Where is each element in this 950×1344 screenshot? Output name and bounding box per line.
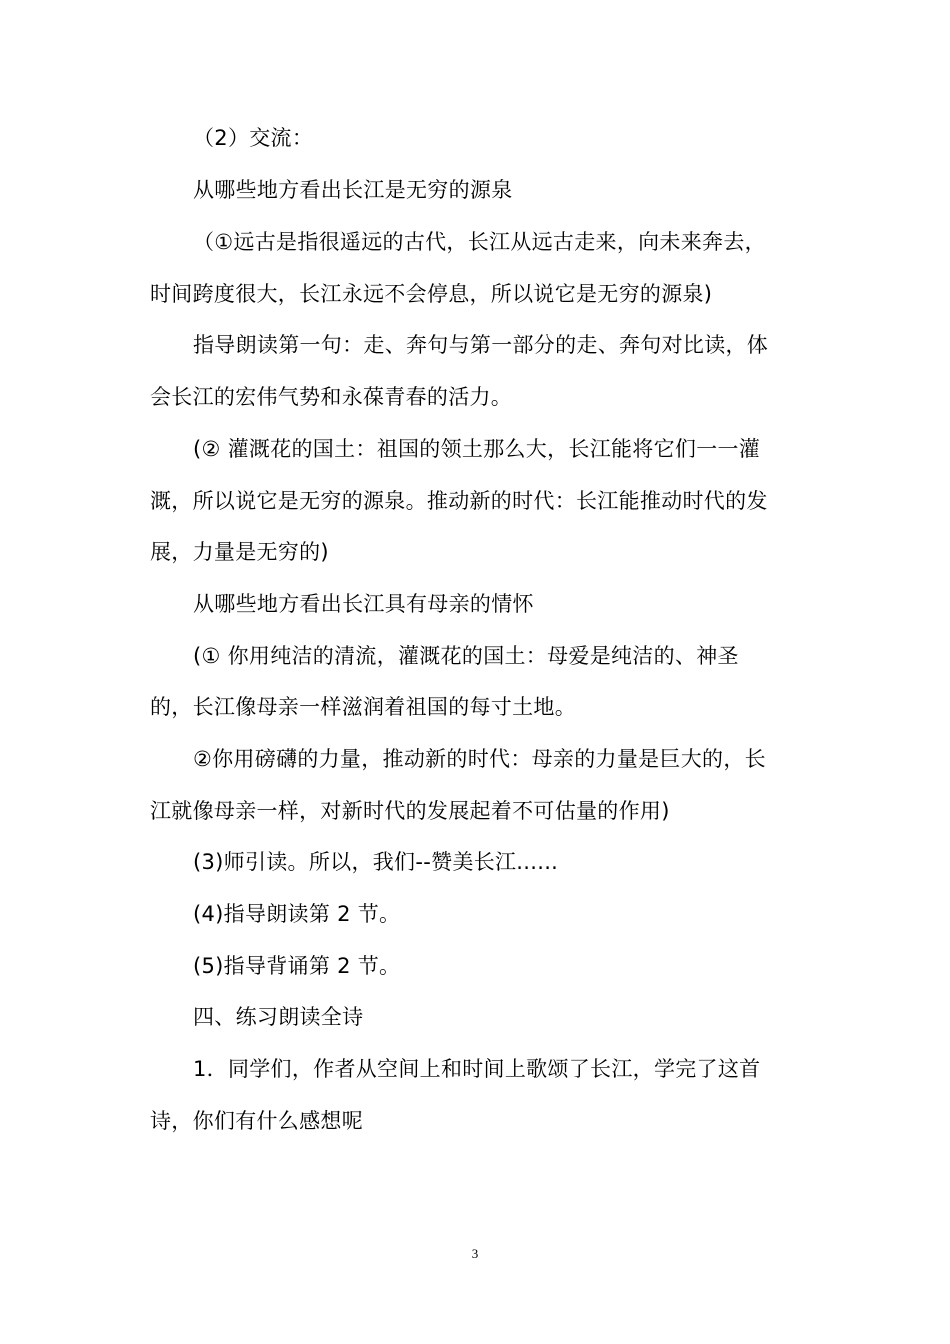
text-line-step-5: (5)指导背诵第 2 节。 [193, 954, 401, 978]
text-line-answer-1b: 时间跨度很大，长江永远不会停息，所以说它是无穷的源泉) [150, 282, 713, 306]
text-line-question-mother: 从哪些地方看出长江具有母亲的情怀 [193, 592, 534, 616]
page-number: 3 [471, 1246, 479, 1261]
text-line-exchange-heading: （2）交流： [193, 126, 314, 150]
text-line-item-1a: 1．同学们，作者从空间上和时间上歌颂了长江，学完了这首 [193, 1057, 761, 1081]
text-line-item-1b: 诗，你们有什么感想呢 [150, 1109, 363, 1133]
text-line-answer-2a: (② 灌溉花的国土：祖国的领土那么大，长江能将它们一一灌 [193, 437, 761, 461]
text-line-guide-read-b: 会长江的宏伟气势和永葆青春的活力。 [150, 385, 513, 409]
text-line-mother-2b: 江就像母亲一样，对新时代的发展起着不可估量的作用) [150, 799, 670, 823]
text-line-step-3: (3)师引读。所以，我们--赞美长江...... [193, 850, 559, 874]
text-line-mother-1a: (① 你用纯洁的清流，灌溉花的国土：母爱是纯洁的、神圣 [193, 644, 739, 668]
text-line-answer-1a: （①远古是指很遥远的古代，长江从远古走来，向未来奔去， [193, 230, 766, 254]
text-line-mother-2a: ②你用磅礴的力量，推动新的时代：母亲的力量是巨大的，长 [193, 747, 766, 771]
text-line-answer-2c: 展，力量是无穷的) [150, 540, 329, 564]
text-line-guide-read-a: 指导朗读第一句：走、奔句与第一部分的走、奔句对比读，体 [193, 333, 769, 357]
text-line-answer-2b: 溉，所以说它是无穷的源泉。推动新的时代：长江能推动时代的发 [150, 489, 768, 513]
text-line-question-source: 从哪些地方看出长江是无穷的源泉 [193, 178, 513, 202]
text-line-section-four: 四、练习朗读全诗 [193, 1005, 364, 1029]
text-line-mother-1b: 的，长江像母亲一样滋润着祖国的每寸土地。 [150, 695, 576, 719]
text-line-step-4: (4)指导朗读第 2 节。 [193, 902, 401, 926]
